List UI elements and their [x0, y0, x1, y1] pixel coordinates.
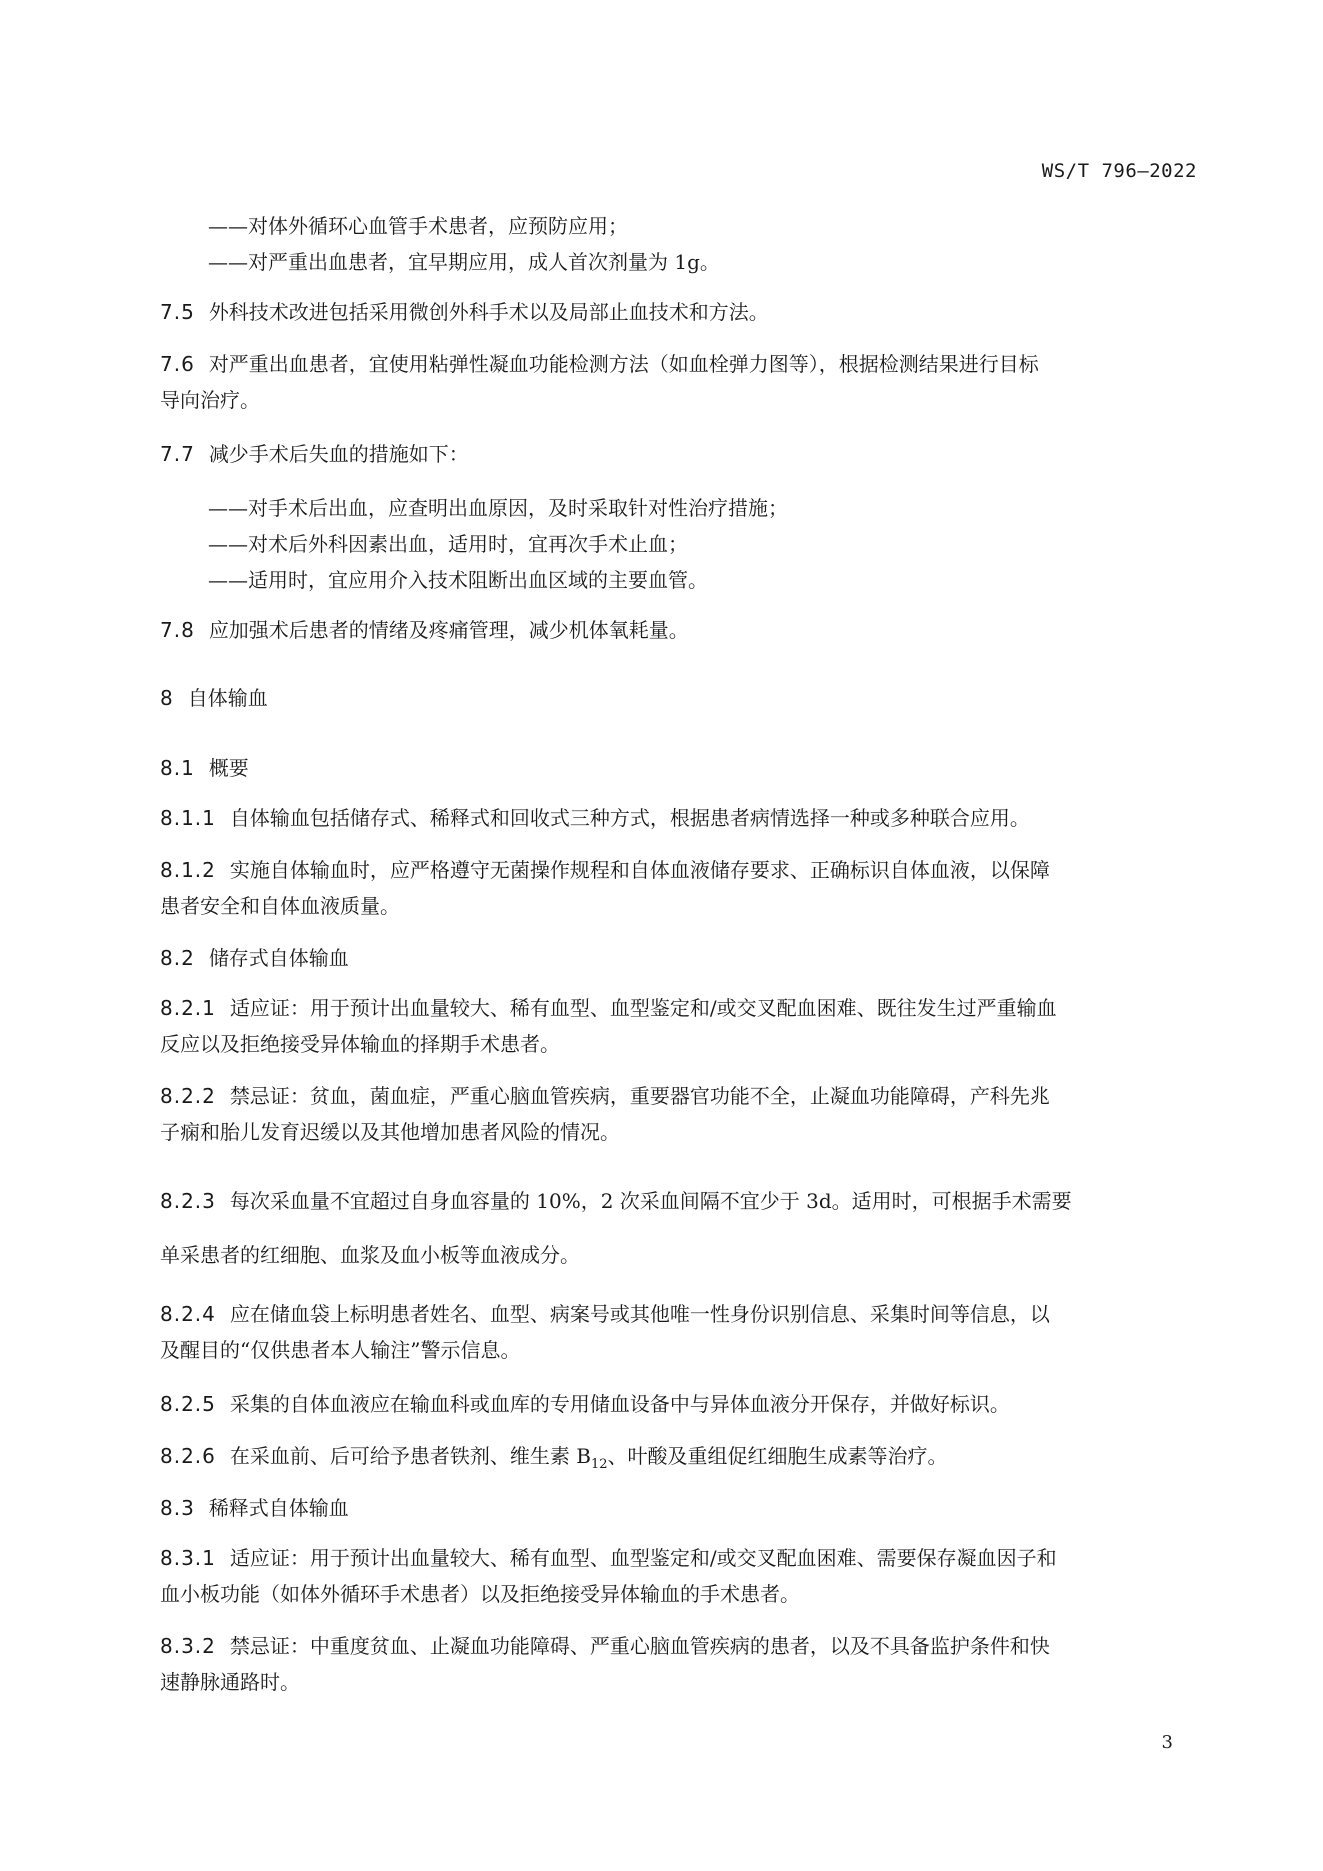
clause-text: 对严重出血患者，宜使用粘弹性凝血功能检测方法（如血栓弹力图等），根据检测结果进行目标 [208, 352, 1039, 376]
clause-number: 7.5 [160, 300, 195, 324]
list-item: ——对严重出血患者，宜早期应用，成人首次剂量为 1g。 [208, 250, 720, 274]
clause-8-2-5 [160, 1386, 1200, 1422]
clause-text: 反应以及拒绝接受异体输血的择期手术患者。 [160, 1032, 560, 1056]
list-item: ——适用时，宜应用介入技术阻断出血区域的主要血管。 [208, 568, 708, 592]
heading-number: 8.1 [160, 756, 195, 780]
clause-8-2-6 [160, 1438, 1200, 1478]
clause-text: 禁忌证：贫血，菌血症，严重心脑血管疾病，重要器官功能不全，止凝血功能障碍，产科先兆 [229, 1084, 1050, 1108]
clause-7-8 [160, 612, 1200, 648]
heading-number: 8.2 [160, 946, 195, 970]
clause-text: 应在储血袋上标明患者姓名、血型、病案号或其他唯一性身份识别信息、采集时间等信息，以 [229, 1302, 1050, 1326]
clause-text: 应加强术后患者的情绪及疼痛管理，减少机体氧耗量。 [208, 618, 689, 642]
heading-text: 概要 [208, 756, 249, 780]
dash-item [160, 208, 1248, 280]
heading-8 [160, 680, 1200, 716]
page-number: 3 [1161, 1732, 1173, 1753]
heading-text: 自体输血 [187, 686, 268, 710]
clause-text: 在采血前、后可给予患者铁剂、维生素 B [229, 1444, 591, 1468]
heading-number: 8.3 [160, 1496, 195, 1520]
clause-text: 实施自体输血时，应严格遵守无菌操作规程和自体血液储存要求、正确标识自体血液，以保障 [229, 858, 1050, 882]
heading-8-2 [160, 940, 1200, 976]
clause-number: 8.3.2 [160, 1634, 216, 1658]
clause-text: 采集的自体血液应在输血科或血库的专用储血设备中与异体血液分开保存，并做好标识。 [229, 1392, 1010, 1416]
heading-text: 稀释式自体输血 [208, 1496, 349, 1520]
clause-number: 8.1.1 [160, 806, 216, 830]
clause-8-1-1 [160, 800, 1200, 836]
list-item: ——对手术后出血，应查明出血原因，及时采取针对性治疗措施； [208, 496, 788, 520]
clause-8-2-3 [160, 1174, 1200, 1282]
clause-text: 血小板功能（如体外循环手术患者）以及拒绝接受异体输血的手术患者。 [160, 1582, 800, 1606]
clause-text: 单采患者的红细胞、血浆及血小板等血液成分。 [160, 1243, 580, 1267]
clause-7-5 [160, 294, 1200, 330]
clause-number: 8.3.1 [160, 1546, 216, 1570]
clause-number: 7.7 [160, 442, 195, 466]
clause-text: 子痫和胎儿发育迟缓以及其他增加患者风险的情况。 [160, 1120, 620, 1144]
subscript: 12 [590, 1457, 608, 1472]
clause-text: 外科技术改进包括采用微创外科手术以及局部止血技术和方法。 [208, 300, 769, 324]
clause-8-2-1 [160, 990, 1200, 1062]
clause-text: 自体输血包括储存式、稀释式和回收式三种方式，根据患者病情选择一种或多种联合应用。 [229, 806, 1030, 830]
clause-text: 患者安全和自体血液质量。 [160, 894, 400, 918]
clause-text: 速静脉通路时。 [160, 1670, 300, 1694]
clause-text: 适应证：用于预计出血量较大、稀有血型、血型鉴定和/或交叉配血困难、既往发生过严重输血 [229, 996, 1057, 1020]
clause-7-7 [160, 436, 1200, 472]
clause-number: 7.6 [160, 352, 195, 376]
clause-number: 8.1.2 [160, 858, 216, 882]
clause-8-3-1 [160, 1540, 1200, 1612]
heading-8-1 [160, 750, 1200, 786]
heading-text: 储存式自体输血 [208, 946, 349, 970]
clause-8-2-2 [160, 1078, 1200, 1150]
clause-text: 每次采血量不宜超过自身血容量的 10%，2 次采血间隔不宜少于 3d。适用时，可根据手术需要 [229, 1189, 1072, 1213]
clause-number: 8.2.6 [160, 1444, 216, 1468]
clause-text: 导向治疗。 [160, 388, 260, 412]
clause-text: 及醒目的“仅供患者本人输注”警示信息。 [160, 1338, 521, 1362]
clause-text: 、叶酸及重组促红细胞生成素等治疗。 [607, 1444, 948, 1468]
clause-text: 禁忌证：中重度贫血、止凝血功能障碍、严重心脑血管疾病的患者，以及不具备监护条件和快 [229, 1634, 1050, 1658]
dash-list [160, 490, 1248, 598]
clause-number: 8.2.1 [160, 996, 216, 1020]
clause-8-2-4 [160, 1296, 1200, 1368]
clause-text: 适应证：用于预计出血量较大、稀有血型、血型鉴定和/或交叉配血困难、需要保存凝血因子和 [229, 1546, 1057, 1570]
clause-8-3-2 [160, 1628, 1200, 1700]
clause-number: 8.2.3 [160, 1189, 216, 1213]
clause-number: 8.2.4 [160, 1302, 216, 1326]
standard-code: WS/T 796—2022 [1041, 160, 1197, 182]
clause-number: 7.8 [160, 618, 195, 642]
clause-number: 8.2.5 [160, 1392, 216, 1416]
list-item: ——对体外循环心血管手术患者，应预防应用； [208, 214, 628, 238]
clause-8-1-2 [160, 852, 1200, 924]
list-item: ——对术后外科因素出血，适用时，宜再次手术止血； [208, 532, 688, 556]
clause-number: 8.2.2 [160, 1084, 216, 1108]
clause-text: 减少手术后失血的措施如下： [208, 442, 469, 466]
clause-7-6 [160, 346, 1200, 418]
heading-8-3 [160, 1490, 1200, 1526]
heading-number: 8 [160, 686, 174, 710]
